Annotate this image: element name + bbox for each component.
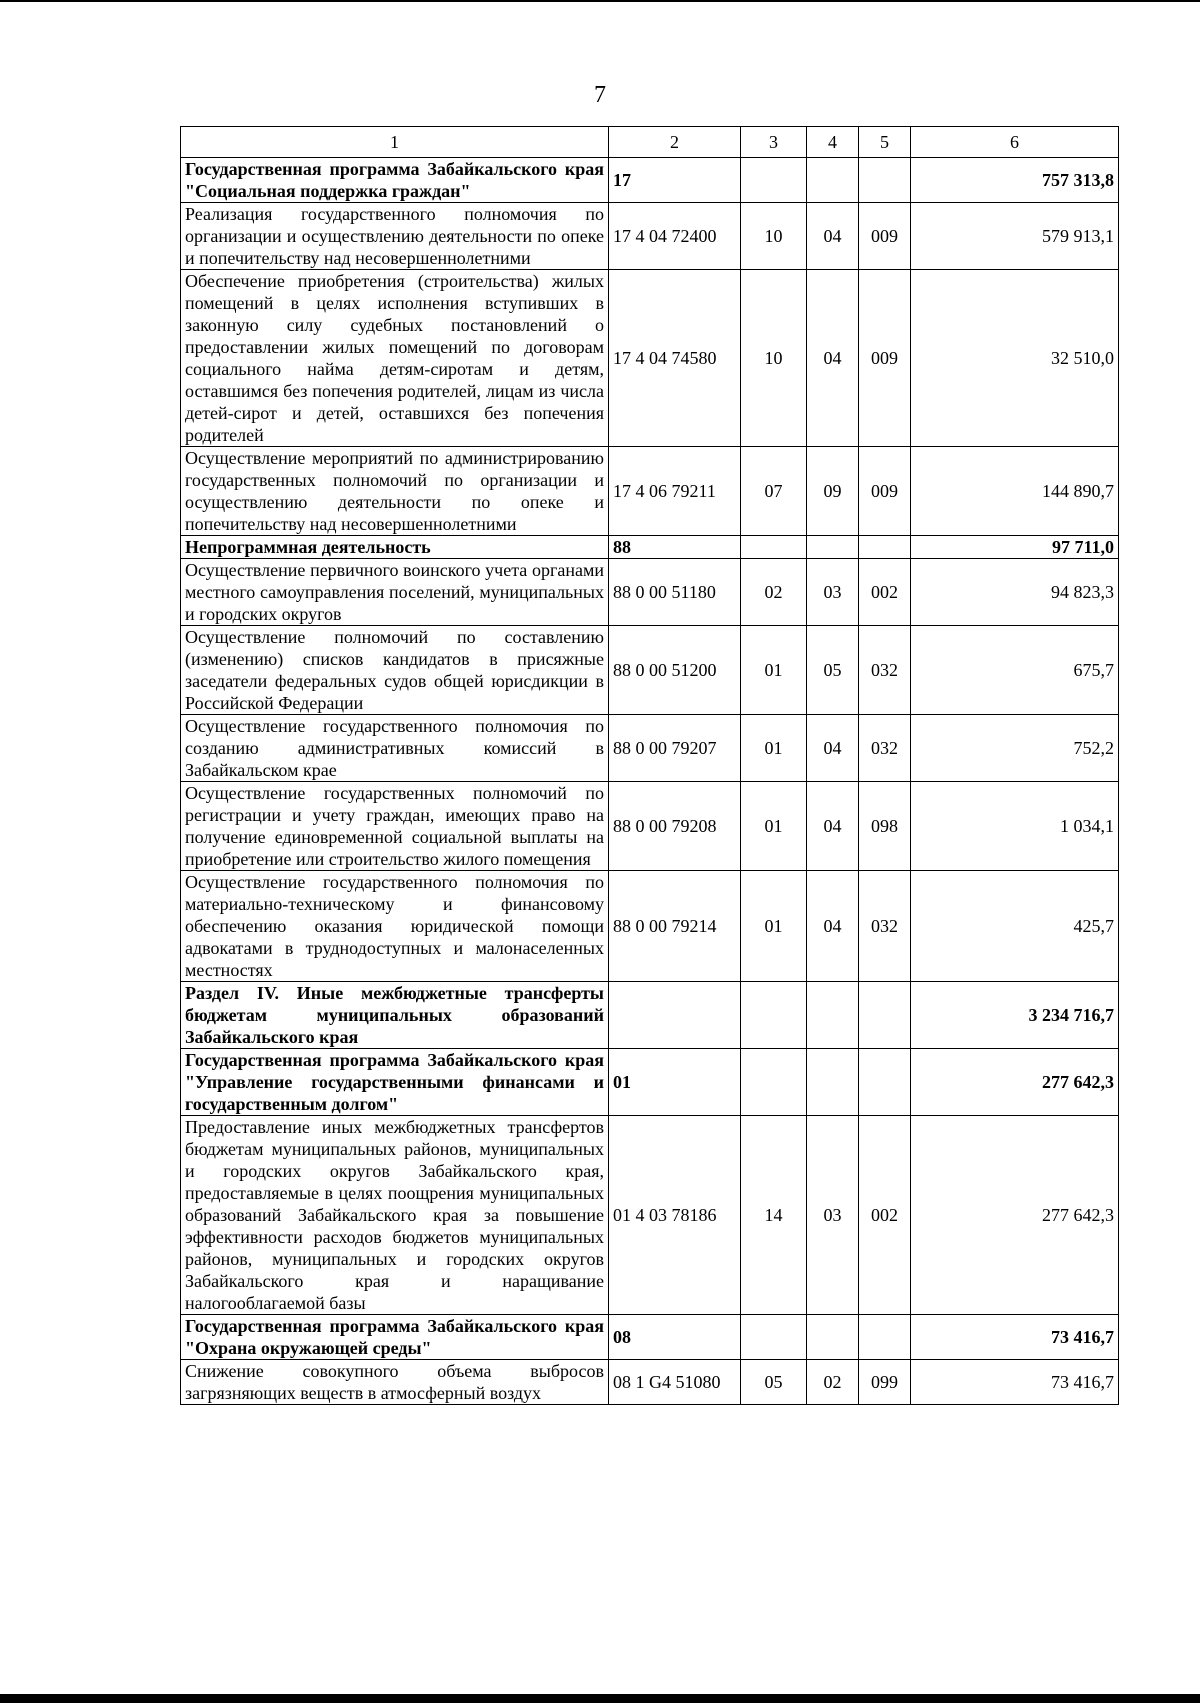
table-row bbox=[181, 626, 1119, 715]
item-name: Осуществление государственного полномочия по материально-техническому и финансовому обеспечению оказания юридической помощи адвокатами в труднодоступных и малонаселенных местностях bbox=[181, 871, 609, 982]
item-section: 01 bbox=[741, 782, 807, 871]
table-row bbox=[181, 1049, 1119, 1116]
item-amount: 144 890,7 bbox=[911, 447, 1119, 536]
item-subsection bbox=[807, 1049, 859, 1116]
item-name: Предоставление иных межбюджетных трансфертов бюджетам муниципальных районов, муниципальных и городских округов Забайкальского края, предоставляемые в целях поощрения муниципальных образований Забайкальского края за повышение эффективности расходов бюджетов муниципальных районов, муниципальных и городских округов Забайкальского края и наращивание налогооблагаемой базы bbox=[181, 1116, 609, 1315]
item-amount: 94 823,3 bbox=[911, 559, 1119, 626]
item-code-5: 032 bbox=[859, 715, 911, 782]
item-code-5: 099 bbox=[859, 1360, 911, 1405]
item-name: Обеспечение приобретения (строительства) жилых помещений в целях исполнения вступивших в законную силу судебных постановлений о предоставлении жилых помещений по договорам социального найма детям-сиротам и детям, оставшимся без попечения родителей, лицам из числа детей-сирот и детей, оставшихся без попечения родителей bbox=[181, 270, 609, 447]
table-row bbox=[181, 270, 1119, 447]
item-code: 01 4 03 78186 bbox=[609, 1116, 741, 1315]
column-header-4: 4 bbox=[807, 127, 859, 158]
item-code: 88 0 00 51200 bbox=[609, 626, 741, 715]
item-name: Осуществление государственных полномочий по регистрации и учету граждан, имеющих право на получение единовременной социальной выплаты на приобретение или строительство жилого помещения bbox=[181, 782, 609, 871]
item-amount: 579 913,1 bbox=[911, 203, 1119, 270]
item-code-5: 009 bbox=[859, 447, 911, 536]
item-section bbox=[741, 158, 807, 203]
item-section bbox=[741, 1315, 807, 1360]
item-code: 08 bbox=[609, 1315, 741, 1360]
item-code-5 bbox=[859, 536, 911, 559]
item-code-5 bbox=[859, 1049, 911, 1116]
item-amount: 3 234 716,7 bbox=[911, 982, 1119, 1049]
item-code: 01 bbox=[609, 1049, 741, 1116]
item-subsection: 04 bbox=[807, 715, 859, 782]
item-subsection: 04 bbox=[807, 871, 859, 982]
item-code-5: 002 bbox=[859, 559, 911, 626]
item-amount: 97 711,0 bbox=[911, 536, 1119, 559]
item-name: Реализация государственного полномочия по организации и осуществлению деятельности по опеке и попечительству над несовершеннолетними bbox=[181, 203, 609, 270]
item-code-5: 009 bbox=[859, 270, 911, 447]
column-header-2: 2 bbox=[609, 127, 741, 158]
table-row bbox=[181, 1360, 1119, 1405]
item-code: 17 4 04 74580 bbox=[609, 270, 741, 447]
table-row bbox=[181, 559, 1119, 626]
item-name: Государственная программа Забайкальского края "Охрана окружающей среды" bbox=[181, 1315, 609, 1360]
item-section: 01 bbox=[741, 626, 807, 715]
item-code-5: 098 bbox=[859, 782, 911, 871]
item-amount: 752,2 bbox=[911, 715, 1119, 782]
item-amount: 277 642,3 bbox=[911, 1116, 1119, 1315]
item-code: 88 0 00 79214 bbox=[609, 871, 741, 982]
table-row bbox=[181, 158, 1119, 203]
item-code-5: 009 bbox=[859, 203, 911, 270]
table-row bbox=[181, 447, 1119, 536]
item-code: 17 bbox=[609, 158, 741, 203]
column-header-1: 1 bbox=[181, 127, 609, 158]
table-row bbox=[181, 715, 1119, 782]
column-header-5: 5 bbox=[859, 127, 911, 158]
table-row bbox=[181, 1315, 1119, 1360]
item-name: Государственная программа Забайкальского края "Управление государственными финансами и государственным долгом" bbox=[181, 1049, 609, 1116]
budget-table bbox=[180, 126, 1119, 1405]
table-row bbox=[181, 782, 1119, 871]
item-section: 10 bbox=[741, 270, 807, 447]
item-section: 07 bbox=[741, 447, 807, 536]
column-header-3: 3 bbox=[741, 127, 807, 158]
item-subsection bbox=[807, 982, 859, 1049]
item-subsection: 09 bbox=[807, 447, 859, 536]
scan-edge-top bbox=[0, 0, 1200, 2]
item-code-5: 002 bbox=[859, 1116, 911, 1315]
table-row bbox=[181, 871, 1119, 982]
item-amount: 32 510,0 bbox=[911, 270, 1119, 447]
item-subsection: 04 bbox=[807, 782, 859, 871]
item-code: 88 0 00 79208 bbox=[609, 782, 741, 871]
page-number: 7 bbox=[594, 82, 606, 108]
item-code: 88 0 00 79207 bbox=[609, 715, 741, 782]
header-row bbox=[181, 127, 1119, 158]
table-row bbox=[181, 1116, 1119, 1315]
item-section: 01 bbox=[741, 871, 807, 982]
item-section: 02 bbox=[741, 559, 807, 626]
item-subsection: 03 bbox=[807, 1116, 859, 1315]
item-amount: 757 313,8 bbox=[911, 158, 1119, 203]
item-name: Государственная программа Забайкальского края "Социальная поддержка граждан" bbox=[181, 158, 609, 203]
table-row bbox=[181, 536, 1119, 559]
table-body bbox=[181, 158, 1119, 1405]
item-code-5 bbox=[859, 1315, 911, 1360]
table-row bbox=[181, 203, 1119, 270]
item-subsection: 03 bbox=[807, 559, 859, 626]
item-code-5: 032 bbox=[859, 626, 911, 715]
table-row bbox=[181, 982, 1119, 1049]
item-code: 17 4 06 79211 bbox=[609, 447, 741, 536]
item-name: Раздел IV. Иные межбюджетные трансферты бюджетам муниципальных образований Забайкальского края bbox=[181, 982, 609, 1049]
item-code bbox=[609, 982, 741, 1049]
item-section: 01 bbox=[741, 715, 807, 782]
item-code: 88 0 00 51180 bbox=[609, 559, 741, 626]
item-name: Осуществление полномочий по составлению (изменению) списков кандидатов в присяжные заседатели федеральных судов общей юрисдикции в Российской Федерации bbox=[181, 626, 609, 715]
scan-edge-bottom bbox=[0, 1694, 1200, 1703]
item-section bbox=[741, 982, 807, 1049]
item-code: 17 4 04 72400 bbox=[609, 203, 741, 270]
item-amount: 73 416,7 bbox=[911, 1360, 1119, 1405]
column-header-6: 6 bbox=[911, 127, 1119, 158]
item-subsection: 04 bbox=[807, 270, 859, 447]
item-amount: 73 416,7 bbox=[911, 1315, 1119, 1360]
item-amount: 425,7 bbox=[911, 871, 1119, 982]
item-name: Осуществление первичного воинского учета органами местного самоуправления поселений, муниципальных и городских округов bbox=[181, 559, 609, 626]
item-section bbox=[741, 536, 807, 559]
item-subsection: 05 bbox=[807, 626, 859, 715]
item-section: 14 bbox=[741, 1116, 807, 1315]
item-subsection bbox=[807, 536, 859, 559]
item-name: Непрограммная деятельность bbox=[181, 536, 609, 559]
item-name: Осуществление мероприятий по администрированию государственных полномочий по организации и осуществлению деятельности по опеке и попечительству над несовершеннолетними bbox=[181, 447, 609, 536]
item-code: 88 bbox=[609, 536, 741, 559]
item-amount: 1 034,1 bbox=[911, 782, 1119, 871]
item-code: 08 1 G4 51080 bbox=[609, 1360, 741, 1405]
item-section: 10 bbox=[741, 203, 807, 270]
item-subsection: 02 bbox=[807, 1360, 859, 1405]
item-amount: 675,7 bbox=[911, 626, 1119, 715]
item-code-5 bbox=[859, 982, 911, 1049]
item-name: Осуществление государственного полномочия по созданию административных комиссий в Забайкальском крае bbox=[181, 715, 609, 782]
item-code-5: 032 bbox=[859, 871, 911, 982]
item-subsection: 04 bbox=[807, 203, 859, 270]
item-name: Снижение совокупного объема выбросов загрязняющих веществ в атмосферный воздух bbox=[181, 1360, 609, 1405]
item-subsection bbox=[807, 1315, 859, 1360]
item-subsection bbox=[807, 158, 859, 203]
item-section bbox=[741, 1049, 807, 1116]
item-code-5 bbox=[859, 158, 911, 203]
item-amount: 277 642,3 bbox=[911, 1049, 1119, 1116]
item-section: 05 bbox=[741, 1360, 807, 1405]
